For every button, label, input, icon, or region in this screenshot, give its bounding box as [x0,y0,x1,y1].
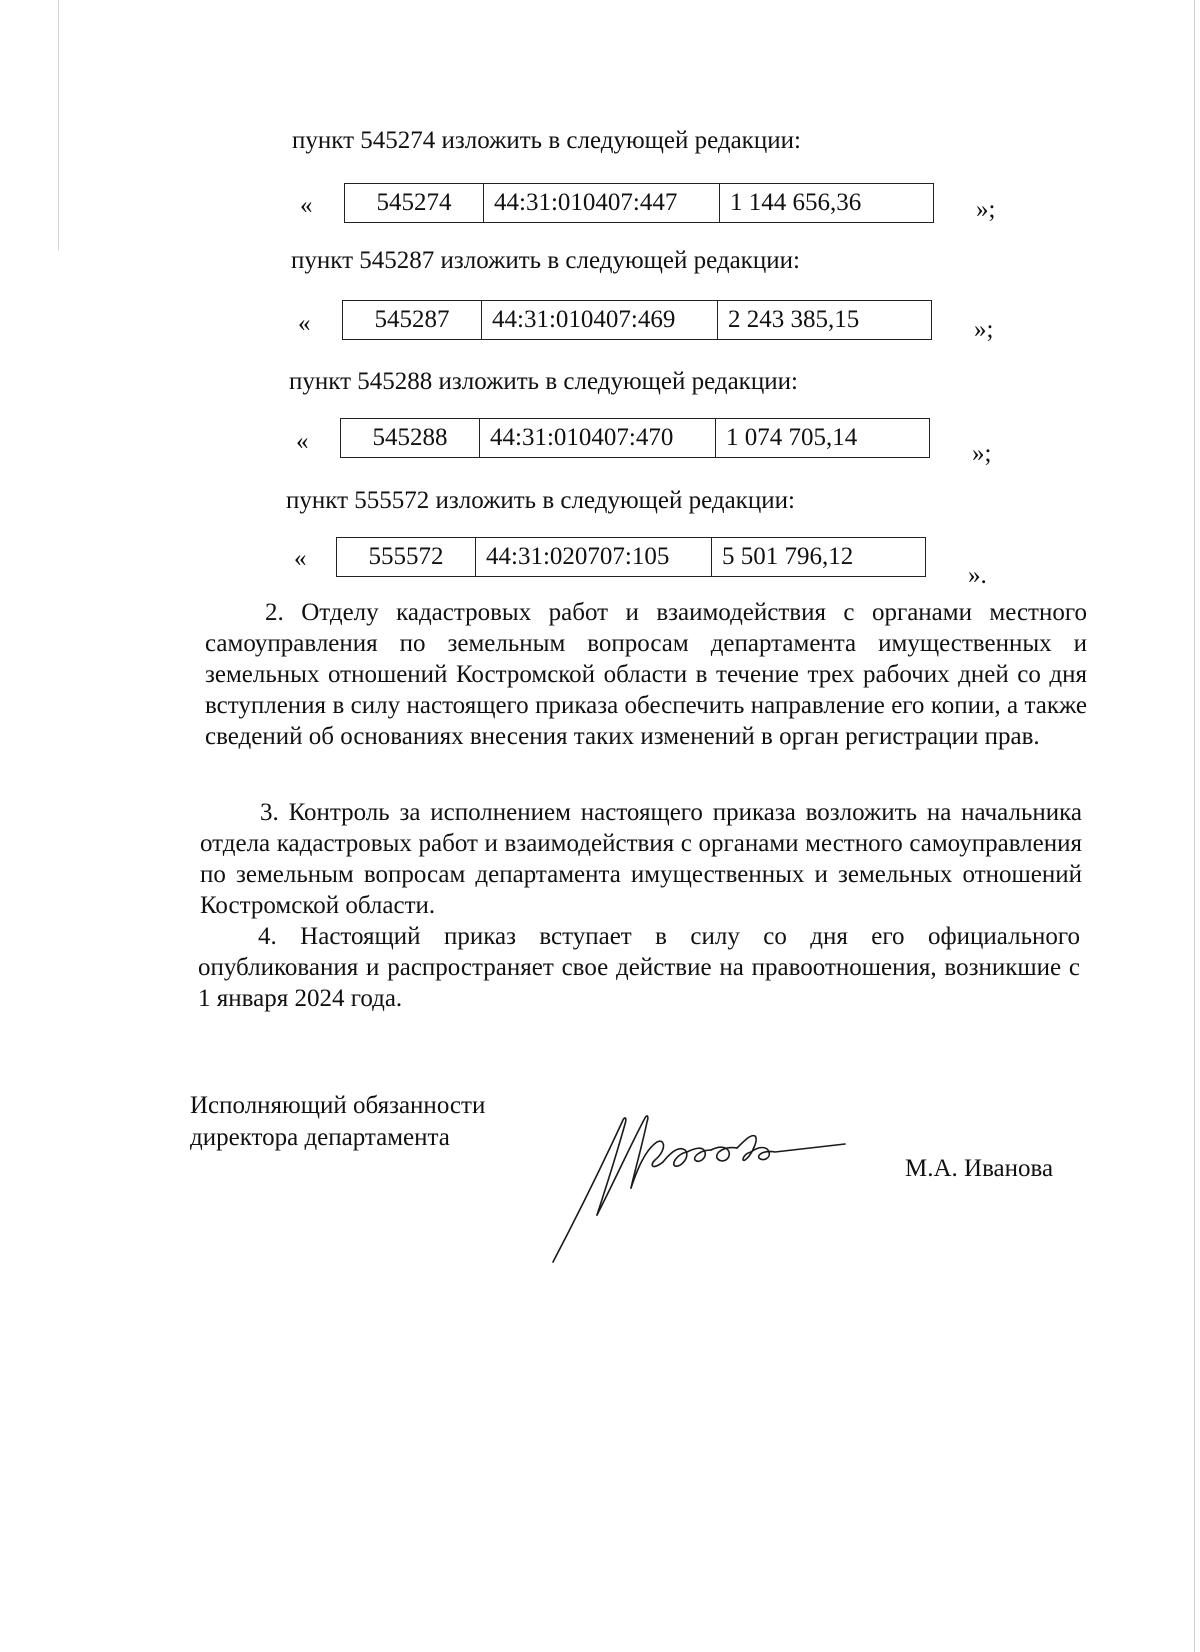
cadastral-number-cell: 44:31:020707:105 [476,538,712,577]
signer-position [190,1090,485,1154]
amendment-intro: пункт 545287 изложить в следующей редакции: [291,247,800,274]
table-row [341,419,930,458]
item-number-cell: 545287 [343,301,482,340]
cadastral-value-cell: 2 243 385,15 [718,301,932,340]
close-quote: »; [972,440,992,467]
item-number-cell: 545274 [345,184,484,223]
close-quote: »; [976,196,996,223]
paragraph-3 [200,797,1082,921]
paragraph-text: 3. Контроль за исполнением настоящего приказа возложить на начальника отдела кадастровых работ и взаимодействия с органами местного самоуправления по земельным вопросам департамента имущественных и земельных отношений Костромской области. [200,799,1082,919]
handwritten-signature [545,1100,855,1270]
table-row [343,301,932,340]
table-row [337,538,926,577]
scan-edge-left [58,0,59,250]
item-number-cell: 555572 [337,538,476,577]
signer-position-line: Исполняющий обязанности [190,1092,486,1119]
amendment-table [340,418,930,458]
cadastral-value-cell: 1 144 656,36 [720,184,934,223]
close-quote: ». [968,562,987,589]
paragraph-text: 4. Настоящий приказ вступает в силу со дня его официального опубликования и распространяет свое действие на правоотношения, возникшие с 1 января 2024 года. [198,923,1080,1012]
table-row [345,184,934,223]
amendment-table [344,183,934,223]
item-number-cell: 545288 [341,419,480,458]
open-quote: « [300,192,313,219]
cadastral-number-cell: 44:31:010407:470 [480,419,716,458]
amendment-table [336,537,926,577]
open-quote: « [296,428,309,455]
close-quote: »; [974,316,994,343]
scan-edge-right [1194,0,1195,1652]
signer-name: М.А. Иванова [905,1155,1054,1182]
amendment-intro: пункт 545288 изложить в следующей редакции: [289,368,798,395]
paragraph-2 [205,597,1087,752]
cadastral-number-cell: 44:31:010407:447 [484,184,720,223]
paragraph-4 [198,921,1080,1014]
open-quote: « [298,310,311,337]
cadastral-value-cell: 1 074 705,14 [716,419,930,458]
signer-position-line: директора департамента [190,1124,450,1151]
paragraph-text: 2. Отделу кадастровых работ и взаимодействия с органами местного самоуправления по земельным вопросам департамента имущественных и земельных отношений Костромской области в течение трех рабочих дней со дня вступления в силу настоящего приказа обеспечить направление его копии, а также сведений об основаниях внесения таких изменений в орган регистрации прав. [205,599,1087,750]
open-quote: « [294,545,307,572]
amendment-intro: пункт 545274 изложить в следующей редакции: [292,127,801,154]
amendment-table [342,300,932,340]
cadastral-number-cell: 44:31:010407:469 [482,301,718,340]
cadastral-value-cell: 5 501 796,12 [712,538,926,577]
amendment-intro: пункт 555572 изложить в следующей редакции: [286,487,795,514]
